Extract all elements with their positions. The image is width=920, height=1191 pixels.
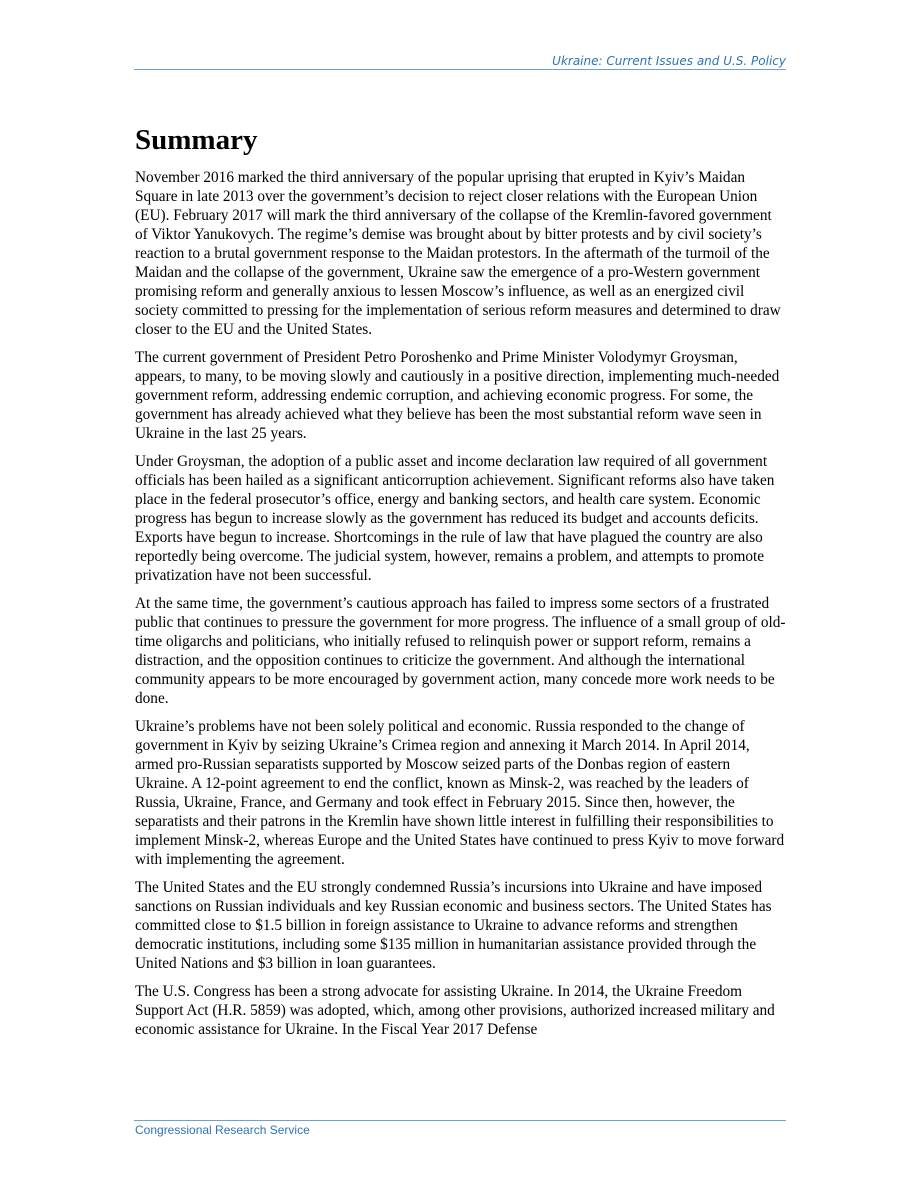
header-rule (134, 69, 786, 70)
footer-rule (134, 1120, 786, 1121)
paragraph: Under Groysman, the adoption of a public asset and income declaration law required of all government officials has been hailed as a significant anticorruption achievement. Significant reforms also have taken place in the federal prosecutor’s office, energy and banking sectors, and health care system. Economic progress has begun to increase slowly as the government has reduced its budget and accounts deficits. Exports have begun to increase. Shortcomings in the rule of law that have plagued the country are also reportedly being overcome. The judicial system, however, remains a problem, and attempts to promote privatization have not been successful. (135, 453, 775, 584)
section-title: Summary (135, 124, 258, 156)
paragraph: The current government of President Petro Poroshenko and Prime Minister Volodymyr Groysman, appears, to many, to be moving slowly and cautiously in a positive direction, implementing much-needed government reform, addressing endemic corruption, and achieving economic progress. For some, the government has already achieved what they believe has been the most substantial reform wave seen in Ukraine in the last 25 years. (135, 349, 780, 442)
paragraph: At the same time, the government’s cautious approach has failed to impress some sectors of a frustrated public that continues to pressure the government for more progress. The influence of a small group of old-time oligarchs and politicians, who initially refused to relinquish power or support reform, remains a distraction, and the opposition continues to criticize the government. And although the international community appears to be more encouraged by government action, many concede more work needs to be done. (135, 595, 786, 707)
running-footer: Congressional Research Service (135, 1123, 310, 1137)
paragraph: The U.S. Congress has been a strong advocate for assisting Ukraine. In 2014, the Ukraine Freedom Support Act (H.R. 5859) was adopted, which, among other provisions, authorized increased military and economic assistance for Ukraine. In the Fiscal Year 2017 Defense (135, 983, 775, 1038)
paragraph: Ukraine’s problems have not been solely political and economic. Russia responded to the change of government in Kyiv by seizing Ukraine’s Crimea region and annexing it March 2014. In April 2014, armed pro-Russian separatists supported by Moscow seized parts of the Donbas region of eastern Ukraine. A 12-point agreement to end the conflict, known as Minsk-2, was reached by the leaders of Russia, Ukraine, France, and Germany and took effect in February 2015. Since then, however, the separatists and their patrons in the Kremlin have shown little interest in fulfilling their responsibilities to implement Minsk-2, whereas Europe and the United States have continued to press Kyiv to move forward with implementing the agreement. (135, 718, 785, 868)
paragraph: November 2016 marked the third anniversary of the popular uprising that erupted in Kyiv’s Maidan Square in late 2013 over the government’s decision to reject closer relations with the European Union (EU). February 2017 will mark the third anniversary of the collapse of the Kremlin-favored government of Viktor Yanukovych. The regime’s demise was brought about by bitter protests and by civil society’s reaction to a brutal government response to the Maidan protestors. In the aftermath of the turmoil of the Maidan and the collapse of the government, Ukraine saw the emergence of a pro-Western government promising reform and generally anxious to lessen Moscow’s influence, as well as an energized civil society committed to pressing for the implementation of serious reform measures and determined to draw closer to the EU and the United States. (135, 169, 781, 338)
paragraph: The United States and the EU strongly condemned Russia’s incursions into Ukraine and have imposed sanctions on Russian individuals and key Russian economic and business sectors. The United States has committed close to $1.5 billion in foreign assistance to Ukraine to advance reforms and strengthen democratic institutions, including some $135 million in humanitarian assistance provided through the United Nations and $3 billion in loan guarantees. (135, 879, 772, 972)
summary-body (135, 168, 787, 1048)
running-header: Ukraine: Current Issues and U.S. Policy (552, 54, 786, 68)
